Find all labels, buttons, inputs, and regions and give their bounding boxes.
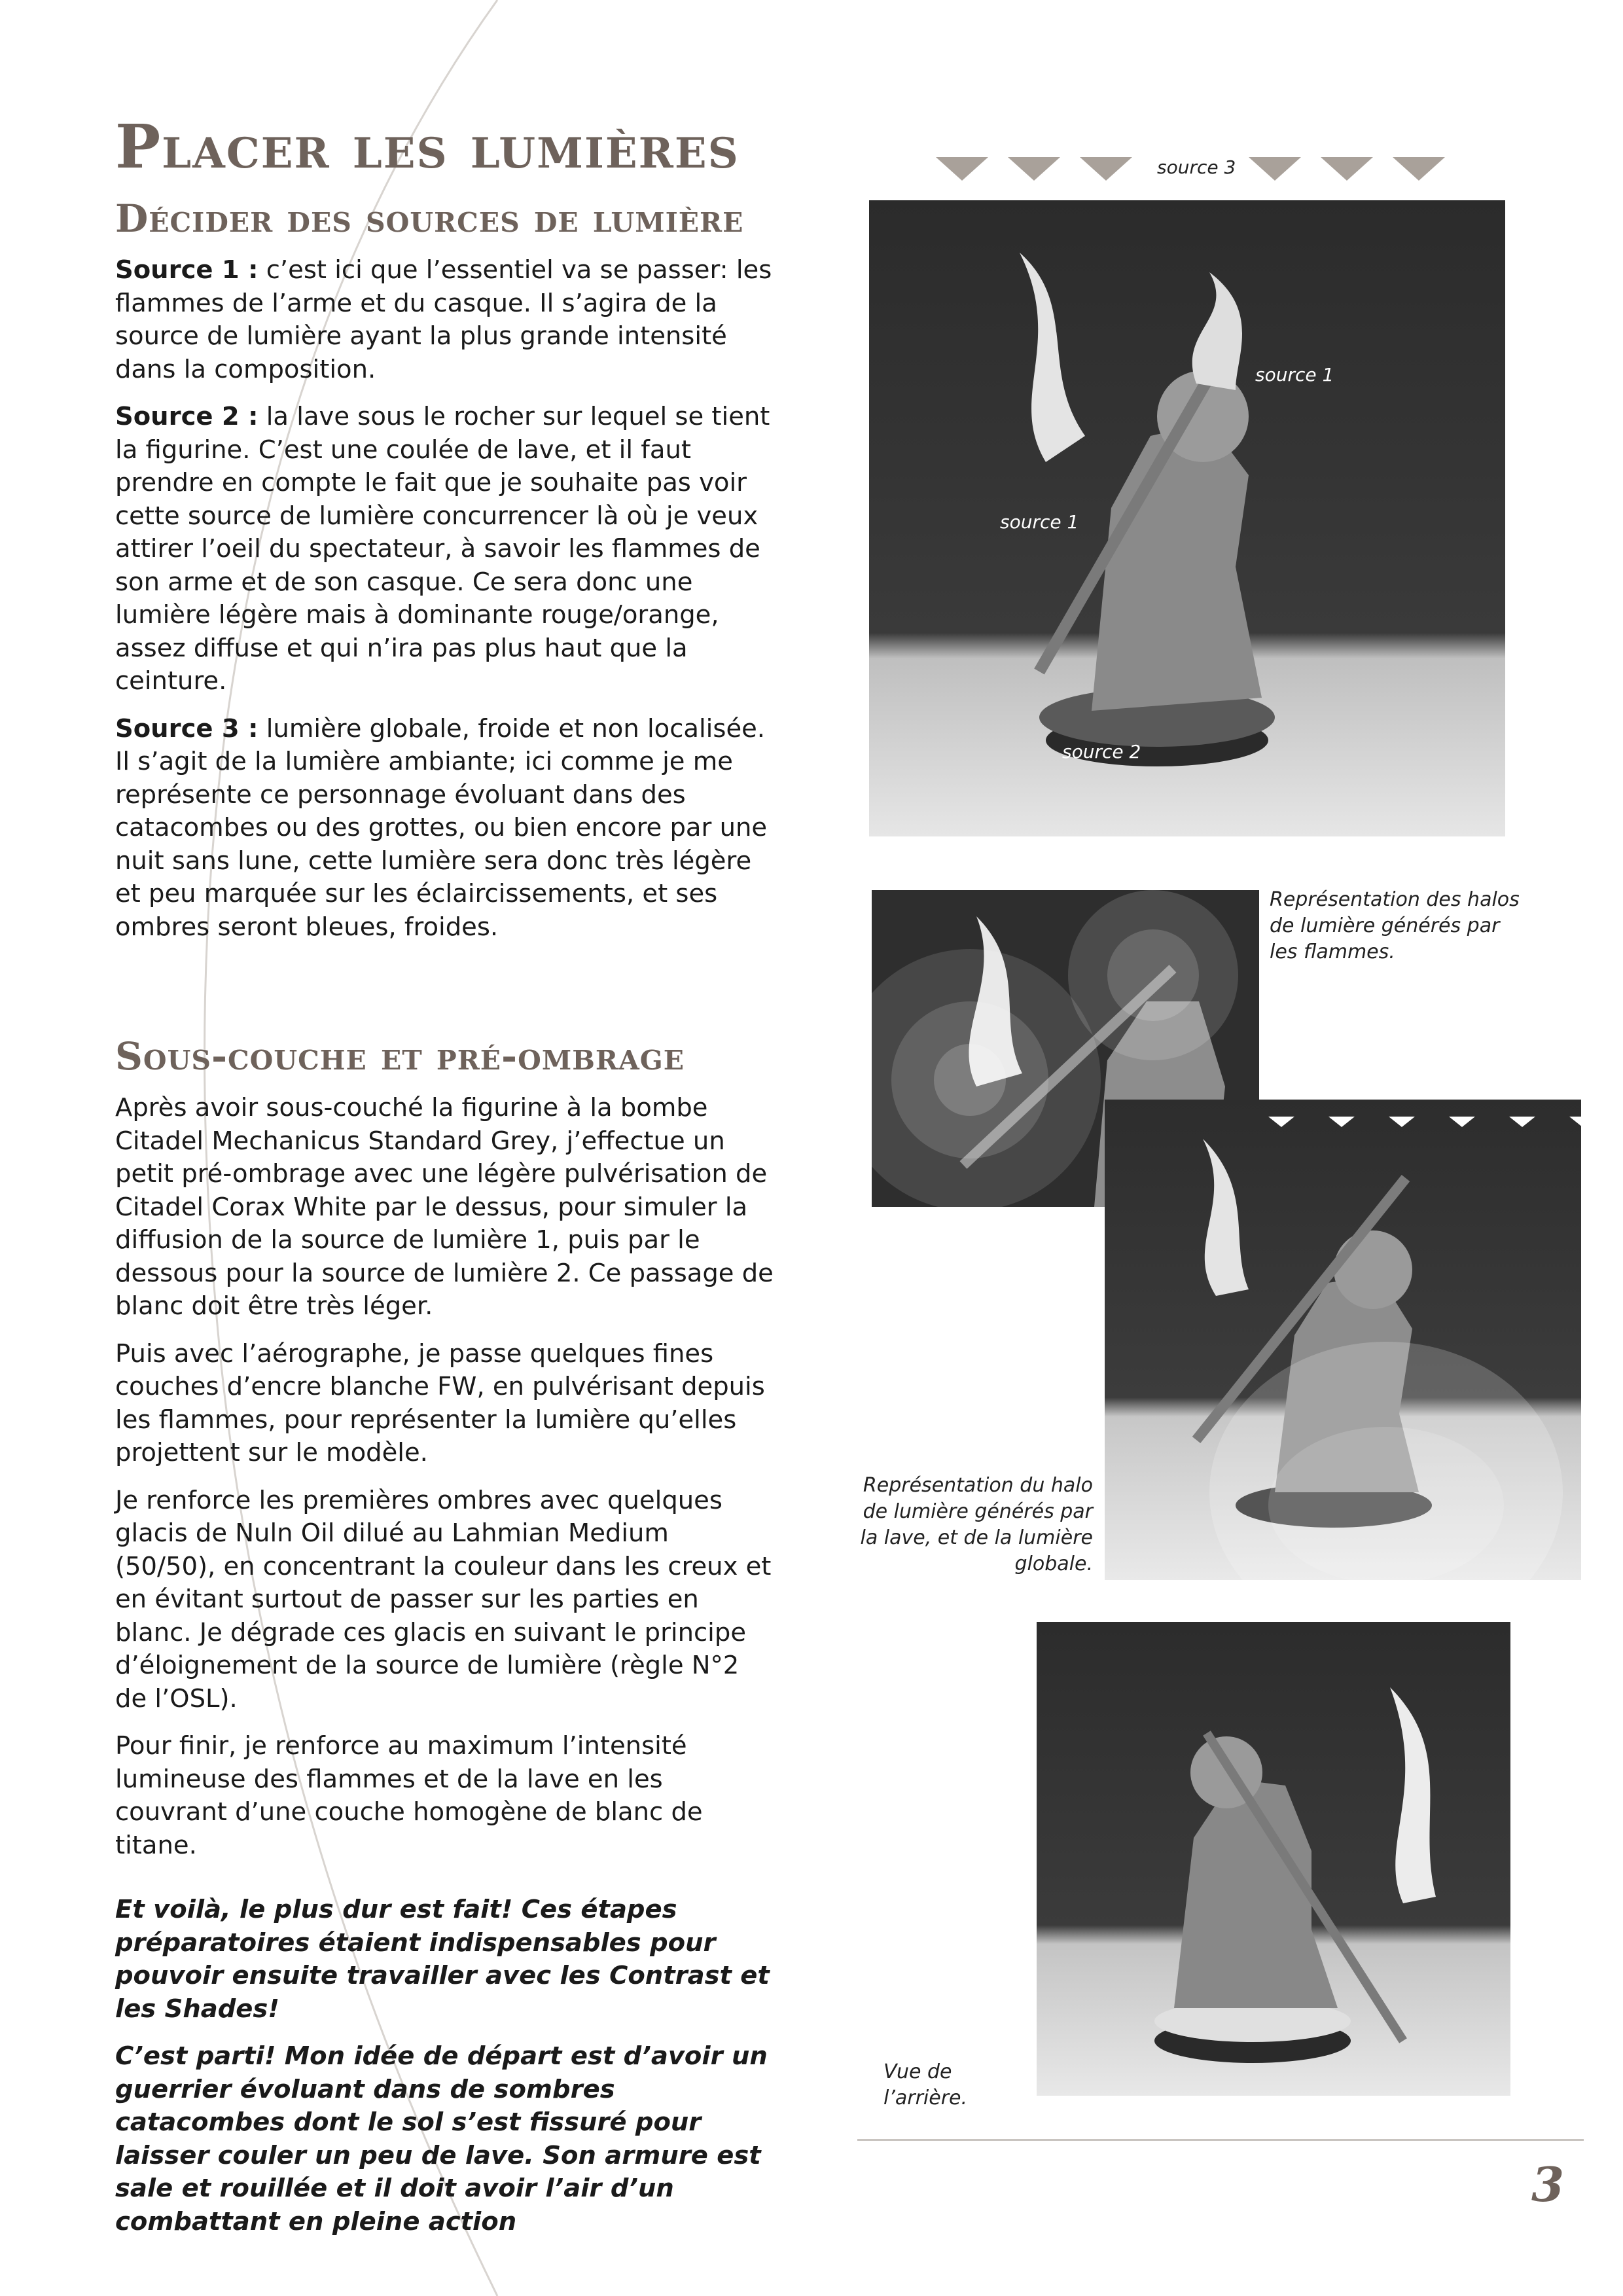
- source-2-label: source 2: [1062, 741, 1141, 762]
- paragraph-undercoat-4: Pour finir, je renforce au maximum l’intensité lumineuse des flammes et de la lave en les couvrant d’une couche homogène de blanc de titane.: [115, 1731, 703, 1860]
- source-3-arrows-right: [1249, 157, 1465, 181]
- page-title: Placer les lumières: [115, 111, 740, 182]
- triangle-icon: [1449, 1117, 1475, 1127]
- paragraph-conclusion-2: C’est parti! Mon idée de départ est d’avoir un guerrier évoluant dans de sombres catacombes dont le sol s’est fissuré pour laisser couler un peu de lave. Son armure est sale et rouillée et il doit avoir l’air d’un combattant en pleine action: [115, 2041, 768, 2236]
- triangle-icon: [1393, 157, 1445, 181]
- paragraph-source-3: [115, 713, 776, 944]
- caption-halos-flames: Représentation des halos de lumière générés par les flammes.: [1270, 888, 1520, 963]
- section-heading-light-sources: Décider des sources de lumière: [115, 196, 744, 241]
- source-3-text: lumière globale, froide et non localisée. Il s’agit de la lumière ambiante; ici comme je me représente ce personnage évoluant dans des catacombes ou des grottes, ou bien encore par une nuit sans lune, cette lumière sera donc très légère et peu marquée sur les éclaircissements, et ses ombres seront bleues, froides.: [115, 713, 768, 942]
- source-3-arrows-left: [936, 157, 1152, 181]
- triangle-icon: [1008, 157, 1060, 181]
- triangle-icon: [1249, 157, 1301, 181]
- footer-rule: [857, 2139, 1584, 2141]
- triangle-icon: [1389, 1117, 1415, 1127]
- source-3-label: source 3: [1157, 156, 1236, 178]
- section-heading-undercoat: Sous-couche et pré-ombrage: [115, 1034, 685, 1079]
- section-light-sources-text: [115, 254, 776, 958]
- miniature-front-photo: [869, 200, 1505, 836]
- triangle-icon: [1080, 157, 1132, 181]
- triangle-icon: [1329, 1117, 1355, 1127]
- triangle-icon: [936, 157, 988, 181]
- paragraph-undercoat-2: Puis avec l’aérographe, je passe quelques fines couches d’encre blanche FW, en pulvérisant depuis les flammes, pour représenter la lumière qu’elles projettent sur le modèle.: [115, 1338, 765, 1467]
- halo-lava-photo: [1105, 1100, 1581, 1580]
- paragraph-source-2: [115, 401, 776, 698]
- miniature-back-photo: [1037, 1622, 1510, 2096]
- source-2-label: Source 2 :: [115, 402, 259, 431]
- paragraph-undercoat-3: Je renforce les premières ombres avec quelques glacis de Nuln Oil dilué au Lahmian Medium (50/50), en concentrant la couleur dans les creux et en évitant surtout de passer sur les parties en blanc. Je dégrade ces glacis en suivant le principe d’éloignement de la source de lumière (règle N°2 de l’OSL).: [115, 1485, 772, 1713]
- source-1-label-weapon: source 1: [1000, 511, 1079, 533]
- paragraph-source-1: [115, 254, 776, 386]
- source-1-label-helmet: source 1: [1255, 364, 1334, 386]
- paragraph-undercoat-1: Après avoir sous-couché la figurine à la bombe Citadel Mechanicus Standard Grey, j’effectue un petit pré-ombrage avec une légère pulvérisation de Citadel Corax White par le dessus, pour simuler la diffusion de la source de lumière 1, puis par le dessous pour la source de lumière 2. Ce passage de blanc doit être très léger.: [115, 1093, 774, 1321]
- section-undercoat-text: [115, 1092, 776, 2253]
- source-3-label: Source 3 :: [115, 713, 259, 744]
- caption-back-view: Vue de l’arrière.: [883, 2060, 968, 2109]
- triangle-icon: [1569, 1117, 1581, 1127]
- global-light-arrows: [1268, 1117, 1581, 1127]
- triangle-icon: [1509, 1117, 1535, 1127]
- page-number: 3: [1531, 2157, 1565, 2212]
- source-2-text: la lave sous le rocher sur lequel se tient la figurine. C’est une coulée de lave, et il faut prendre en compte le fait que je souhaite pas voir cette source de lumière concurrencer là où je veux attirer l’oeil du spectateur, à savoir les flammes de son arme et de son casque. Ce sera donc une lumière légère mais à dominante rouge/orange, assez diffuse et qui n’ira pas plus haut que la ceinture.: [115, 402, 770, 696]
- triangle-icon: [1268, 1117, 1294, 1127]
- source-1-label: Source 1 :: [115, 255, 259, 285]
- source-1-text: c’est ici que l’essentiel va se passer: les flammes de l’arme et du casque. Il s’agira de la source de lumière ayant la plus grande intensité dans la composition.: [115, 255, 772, 384]
- triangle-icon: [1321, 157, 1373, 181]
- paragraph-conclusion-1: Et voilà, le plus dur est fait! Ces étapes préparatoires étaient indispensables pour pouvoir ensuite travailler avec les Contrast et les Shades!: [115, 1895, 770, 2024]
- caption-halo-lava: Représentation du halo de lumière générés par la lave, et de la lumière globale.: [860, 1474, 1093, 1575]
